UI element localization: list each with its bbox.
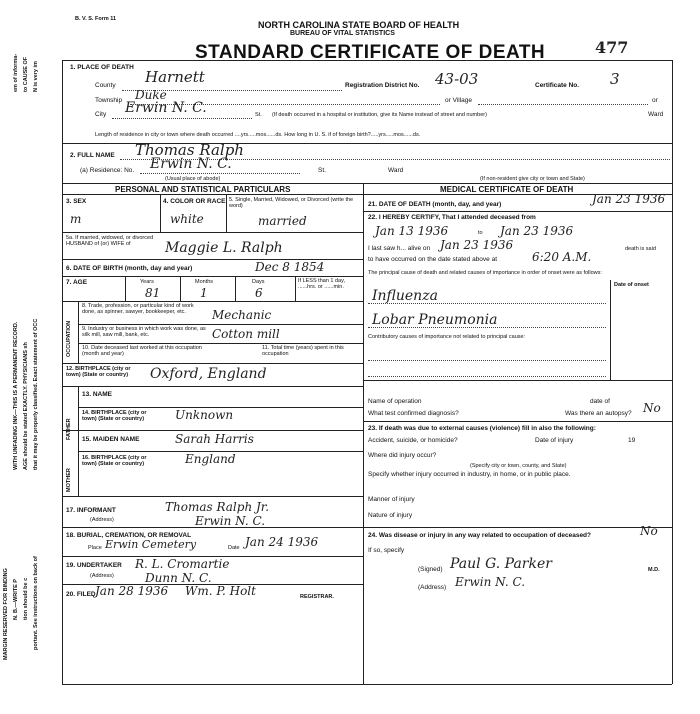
attended-from-value: Jan 13 1936 xyxy=(375,224,449,238)
township-label: Township xyxy=(95,97,123,104)
informant-address-label: (Address) xyxy=(90,517,114,523)
or-label: or xyxy=(652,97,658,104)
physician-address-label: (Address) xyxy=(418,584,447,591)
dob-value: Dec 8 1854 xyxy=(255,260,325,274)
hospital-note: (If death occurred in a hospital or institution, give its Name instead of street and number) xyxy=(272,112,487,118)
cause-2-value: Lobar Pneumonia xyxy=(372,312,498,328)
usual-place-note: (Usual place of abode) xyxy=(165,176,221,182)
diagnosis-label: What test confirmed diagnosis? xyxy=(368,410,459,417)
nature-label: Nature of injury xyxy=(368,512,413,519)
county-label: County xyxy=(95,82,116,89)
total-time-label: 11. Total time (years) spent in this occupation xyxy=(262,345,344,358)
color-label: 4. COLOR OR RACE xyxy=(163,198,226,205)
st-label-1: St. xyxy=(255,112,262,118)
where-injury-label: Where did injury occur? xyxy=(368,452,437,459)
ward-label-2: Ward xyxy=(388,167,404,174)
reg-district-value: 43-03 xyxy=(435,70,479,88)
last-saw-label: I last saw h... alive on xyxy=(368,245,431,252)
margin-top-2: to CAUSE OF xyxy=(23,56,29,92)
undertaker-address-value: Dunn N. C. xyxy=(145,571,212,585)
margin-nb-3: portant. See instructions on back of xyxy=(33,556,39,650)
accident-label: Accident, suicide, or homicide? xyxy=(368,437,458,444)
certify-label: 22. I HEREBY CERTIFY, That I attended deceased from xyxy=(368,214,536,221)
occupation-related-value: No xyxy=(640,524,658,538)
birthplace-label: 12. BIRTHPLACE (city or town) (State or country) xyxy=(66,366,131,379)
bureau-title: BUREAU OF VITAL STATISTICS xyxy=(290,30,395,37)
contributory-label: Contributory causes of importance not related to principal cause: xyxy=(368,334,526,340)
father-birthplace-value: Unknown xyxy=(175,408,234,422)
stamp-number: 477 xyxy=(595,38,629,57)
specify-location-note: (Specify city or town, county, and State) xyxy=(470,463,567,469)
if-so-label: If so, specify xyxy=(368,547,405,554)
specify-industry-label: Specify whether injury occurred in industry, in home, or in public place. xyxy=(368,471,571,478)
father-side-label: FATHER xyxy=(66,418,72,440)
father-name-label: 13. NAME xyxy=(82,391,112,398)
city-label: City xyxy=(95,111,107,118)
undertaker-address-label: (Address) xyxy=(90,573,114,579)
personal-header: PERSONAL AND STATISTICAL PARTICULARS xyxy=(115,185,291,194)
informant-value: Thomas Ralph Jr. xyxy=(165,500,270,514)
trade-value: Mechanic xyxy=(212,308,272,322)
occurred-label: to have occurred on the date stated above at xyxy=(368,256,498,263)
last-saw-value: Jan 23 1936 xyxy=(440,238,514,252)
days-label: Days xyxy=(252,279,265,285)
margin-age-note: AGE should be stated EXACTLY. PHYSICIANS sh xyxy=(23,342,29,470)
autopsy-label: Was there an autopsy? xyxy=(565,410,632,417)
age-months-value: 1 xyxy=(200,286,208,300)
registrar-signature: Wm. P. Holt xyxy=(185,584,256,598)
undertaker-value: R. L. Cromartie xyxy=(135,557,230,571)
burial-place-label: Place xyxy=(88,545,102,551)
township-value: Duke xyxy=(135,88,167,102)
dob-label: 6. DATE OF BIRTH (month, day and year) xyxy=(66,265,193,272)
place-of-death-label: 1. PLACE OF DEATH xyxy=(70,64,134,71)
burial-label: 18. BURIAL, CREMATION, OR REMOVAL xyxy=(66,532,192,539)
burial-date-label: Date xyxy=(228,545,240,551)
mother-birthplace-label: 16. BIRTHPLACE (city or town) (State or country) xyxy=(82,455,147,468)
operation-date-label: date of xyxy=(590,398,610,405)
filed-value: Jan 28 1936 xyxy=(95,584,169,598)
md-label: M.D. xyxy=(648,567,660,573)
residence-value: Erwin N. C. xyxy=(150,156,232,172)
external-causes-label: 23. If death was due to external causes (violence) fill in also the following: xyxy=(368,425,596,432)
margin-top-1: em of informa- xyxy=(13,53,19,92)
residence-length-line: Length of residence in city or town where death occurred ....yrs.....mos......ds. How long in U. S. if of foreign birth?.....yrs.....mos......ds. xyxy=(95,132,421,138)
spouse-value: Maggie L. Ralph xyxy=(165,240,283,256)
city-value: Erwin N. C. xyxy=(125,100,207,116)
father-birthplace-label: 14. BIRTHPLACE (city or town) (State or country) xyxy=(82,410,147,423)
autopsy-value: No xyxy=(643,401,661,415)
mother-side-label: MOTHER xyxy=(66,468,72,492)
cause-1-value: Influenza xyxy=(372,288,438,304)
burial-date-value: Jan 24 1936 xyxy=(245,535,319,549)
age-days-value: 6 xyxy=(255,286,263,300)
undertaker-label: 19. UNDERTAKER xyxy=(66,562,122,569)
form-id: B. V. S. Form 11 xyxy=(75,16,117,22)
village-label: or Village xyxy=(445,97,472,104)
age-years-value: 81 xyxy=(145,286,161,300)
medical-header: MEDICAL CERTIFICATE OF DEATH xyxy=(440,185,574,194)
mother-maiden-label: 15. MAIDEN NAME xyxy=(82,436,140,443)
date-of-death-label: 21. DATE OF DEATH (month, day, and year) xyxy=(368,201,502,208)
occupation-related-label: 24. Was disease or injury in any way related to occupation of deceased? xyxy=(368,532,591,539)
industry-value: Cotton mill xyxy=(212,327,280,341)
signed-label: (Signed) xyxy=(418,566,443,573)
last-worked-label: 10. Date deceased last worked at this occupation (month and year) xyxy=(82,345,202,358)
filed-label: 20. FILED xyxy=(66,591,96,598)
mother-maiden-value: Sarah Harris xyxy=(175,432,254,446)
date-of-onset-label: Date of onset xyxy=(614,282,649,288)
margin-classified-note: that it may be properly classified. Exact statement of OCC xyxy=(33,318,39,470)
informant-label: 17. INFORMANT xyxy=(66,507,116,514)
ward-label-1: Ward xyxy=(648,111,664,118)
years-label: Years xyxy=(140,279,154,285)
injury-date-label: Date of injury xyxy=(535,437,574,444)
operation-label: Name of operation xyxy=(368,398,422,405)
cert-no-value: 3 xyxy=(610,70,620,88)
cert-no-label: Certificate No. xyxy=(535,82,580,89)
full-name-label: 2. FULL NAME xyxy=(70,152,115,159)
occupation-side-label: OCCUPATION xyxy=(66,320,72,357)
trade-label: 8. Trade, profession, or particular kind of work done, as spinner, sawyer, bookkeeper, etc. xyxy=(82,303,194,316)
time-of-death-value: 6:20 A.M. xyxy=(532,250,592,264)
birthplace-value: Oxford, England xyxy=(150,366,267,382)
color-value: white xyxy=(170,212,204,226)
certificate-title: STANDARD CERTIFICATE OF DEATH xyxy=(195,42,546,63)
months-label: Months xyxy=(195,279,214,285)
age-label: 7. AGE xyxy=(66,279,88,286)
death-said-label: death is said xyxy=(625,246,656,252)
full-name-value: Thomas Ralph xyxy=(135,141,244,159)
attended-to-label: to xyxy=(478,230,483,236)
margin-ink-note: WITH UNFADING INK—THIS IS A PERMANENT RECORD. xyxy=(13,321,19,470)
board-title: NORTH CAROLINA STATE BOARD OF HEALTH xyxy=(258,20,460,30)
margin-nb-1: N. B.—WRITE P xyxy=(13,579,19,620)
burial-place-value: Erwin Cemetery xyxy=(105,538,197,551)
date-of-death-value: Jan 23 1936 xyxy=(592,192,666,206)
informant-address-value: Erwin N. C. xyxy=(195,514,266,528)
physician-signature: Paul G. Parker xyxy=(450,556,552,572)
manner-label: Manner of injury xyxy=(368,496,415,503)
margin-nb-2: tion should be c xyxy=(23,577,29,620)
marital-label: 5. Single, Married, Widowed, or Divorced (write the word) xyxy=(229,197,354,210)
nonresident-note: (If non-resident give city or town and State) xyxy=(480,176,585,182)
reg-district-label: Registration District No. xyxy=(345,82,420,89)
sex-label: 3. SEX xyxy=(66,198,87,205)
attended-to-value: Jan 23 1936 xyxy=(500,224,574,238)
industry-label: 9. Industry or business in which work was done, as silk mill, saw mill, bank, etc. xyxy=(82,326,206,339)
residence-label: (a) Residence: No. xyxy=(80,167,135,174)
injury-year-label: 19 xyxy=(628,437,636,444)
principal-cause-label: The principal cause of death and related causes of importance in order of onset were as follows: xyxy=(368,270,602,276)
st-label-2: St. xyxy=(318,167,326,174)
margin-top-3: N is very im xyxy=(33,61,39,92)
less-than-day-label: If LESS than 1 day, ......hrs. or ......min. xyxy=(298,278,345,291)
registrar-label: REGISTRAR. xyxy=(300,594,334,600)
sex-value: m xyxy=(70,212,82,226)
mother-birthplace-value: England xyxy=(185,452,236,466)
spouse-label: 5a. If married, widowed, or divorced HUSBAND of (or) WIFE of xyxy=(66,235,154,248)
physician-address-value: Erwin N. C. xyxy=(455,575,526,589)
county-value: Harnett xyxy=(145,68,205,86)
margin-binding-note: MARGIN RESERVED FOR BINDING xyxy=(3,568,9,660)
marital-value: married xyxy=(258,214,307,228)
